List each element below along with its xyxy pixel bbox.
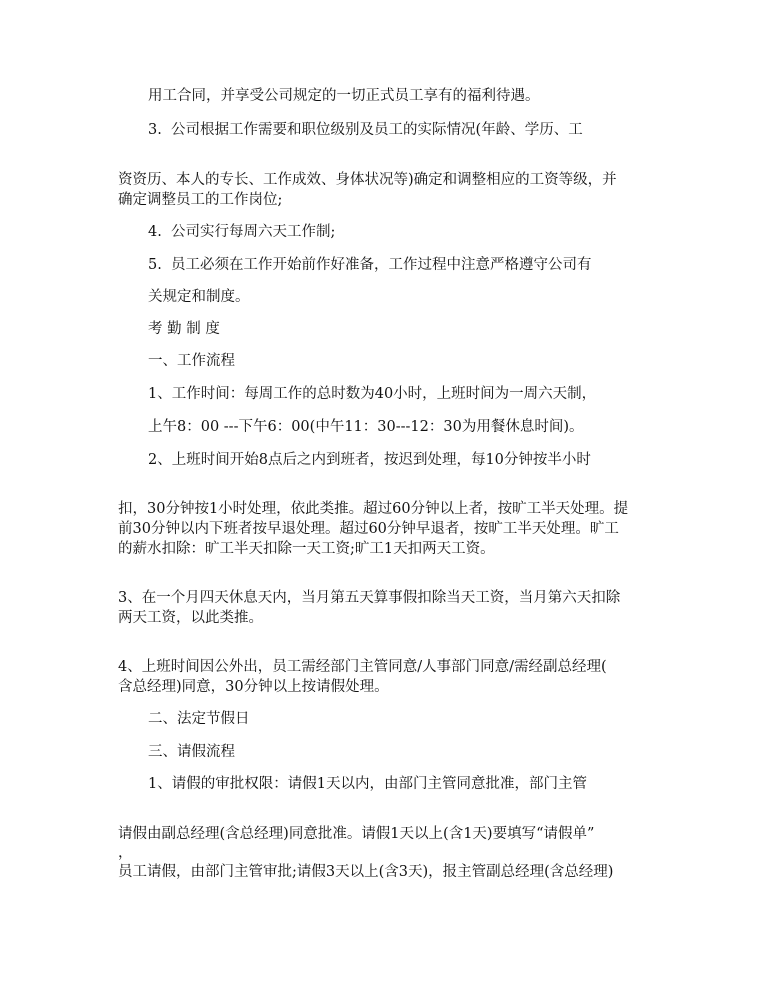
- paragraph-line: 前30分钟以内下班者按早退处理。超过60分钟早退者，按旷工半天处理。旷工: [118, 521, 619, 537]
- paragraph-line: 含总经理)同意，30分钟以上按请假处理。: [118, 679, 389, 695]
- section-heading: 二、法定节假日: [148, 711, 250, 727]
- paragraph-line: 3、在一个月四天休息天内，当月第五天算事假扣除当天工资，当月第六天扣除: [118, 590, 621, 606]
- paragraph-line: 5. 员工必须在工作开始前作好准备，工作过程中注意严格遵守公司有: [148, 257, 592, 273]
- paragraph-line: 的薪水扣除：旷工半天扣除一天工资;旷工1天扣两天工资。: [118, 541, 495, 557]
- paragraph-line: 2、上班时间开始8点后之内到班者，按迟到处理，每10分钟按半小时: [148, 452, 591, 468]
- paragraph-line: ，: [118, 845, 133, 861]
- paragraph-line: 用工合同，并享受公司规定的一切正式员工享有的福利待遇。: [148, 88, 540, 104]
- section-heading: 三、请假流程: [148, 744, 235, 760]
- paragraph-line: 确定调整员工的工作岗位;: [118, 192, 283, 208]
- paragraph-line: 资资历、本人的专长、工作成效、身体状况等)确定和调整相应的工资等级，并: [118, 172, 617, 188]
- paragraph-line: 扣，30分钟按1小时处理，依此类推。超过60分钟以上者，按旷工半天处理。提: [118, 501, 629, 517]
- section-heading: 一、工作流程: [148, 353, 235, 369]
- paragraph-line: 上午8：00 ---下午6：00(中午11：30---12：30为用餐休息时间)。: [148, 419, 584, 435]
- paragraph-line: 1、工作时间：每周工作的总时数为40小时，上班时间为一周六天制，: [148, 386, 597, 402]
- paragraph-line: 1、请假的审批权限：请假1天以内，由部门主管同意批准，部门主管: [148, 776, 587, 792]
- section-heading: 考 勤 制 度: [148, 321, 220, 337]
- paragraph-line: 两天工资，以此类推。: [118, 610, 263, 626]
- paragraph-line: 关规定和制度。: [148, 289, 250, 305]
- paragraph-line: 3. 公司根据工作需要和职位级别及员工的实际情况(年龄、学历、工: [148, 122, 583, 138]
- paragraph-line: 4. 公司实行每周六天工作制;: [148, 224, 336, 240]
- paragraph-line: 4、上班时间因公外出，员工需经部门主管同意/人事部门同意/需经副总经理(: [118, 659, 607, 675]
- paragraph-line: 员工请假，由部门主管审批;请假3天以上(含3天)，报主管副总经理(含总经理): [118, 864, 614, 880]
- paragraph-line: 请假由副总经理(含总经理)同意批准。请假1天以上(含1天)要填写“请假单”: [118, 826, 595, 842]
